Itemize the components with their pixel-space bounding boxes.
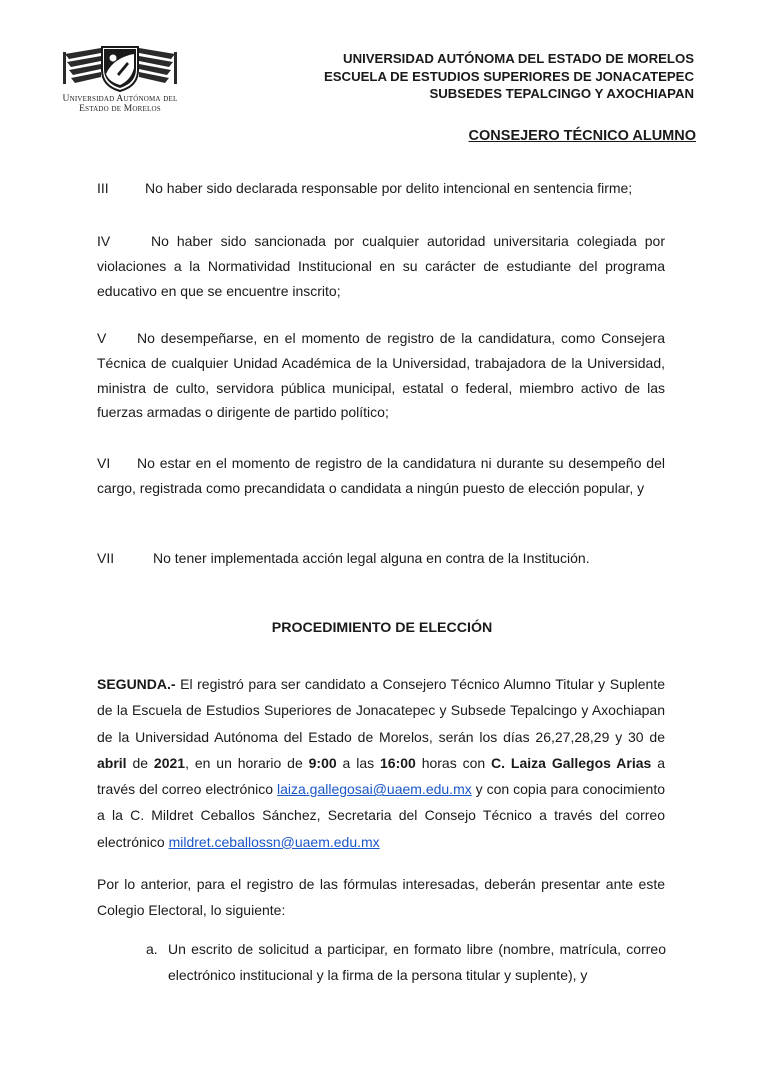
logo-caption-line1: Universidad Autónoma del [62,94,178,104]
requirement-item [97,229,665,303]
clause-label: SEGUNDA.- [97,676,176,692]
list-item-label: a. [146,941,158,957]
list-item [146,936,666,988]
segunda-text-5: horas con [415,754,492,771]
subsedes-name: SUBSEDES TEPALCINGO Y AXOCHIAPAN [429,86,694,101]
segunda-text-3: , en un horario de [185,754,309,771]
contact-person: C. Laiza Gallegos Arias [491,754,652,771]
requirement-number: IV [97,233,111,249]
end-time: 16:00 [380,754,416,771]
registration-year: 2021 [153,754,186,771]
university-logo [56,44,184,114]
requirement-number: III [97,180,109,196]
requirement-item [97,176,665,201]
segunda-text-4: a las [336,754,380,771]
logo-caption-line2: Estado de Morelos [79,104,161,114]
registration-paragraph: Por lo anterior, para el registro de las fórmulas interesadas, deberán presentar ante este Colegio Electoral, lo siguiente: [97,876,665,919]
registration-month: abril [97,754,127,771]
logo-caption [56,94,184,114]
segunda-text-6: a través del correo electrónico [97,754,665,798]
segunda-text-1: El registró para ser candidato a Consejero Técnico Alumno Titular y Suplente de la Escuela de Estudios Superiores de Jonacatepec y Subsede Tepalcingo y Axochiapan de la Universidad Autónoma del Estado de Morelos, serán los días 26,27,28,29 y 30 de [97,676,665,745]
school-name: ESCUELA DE ESTUDIOS SUPERIORES DE JONACATEPEC [323,68,694,84]
university-crest-icon [61,44,179,92]
requirement-text: No tener implementada acción legal alguna en contra de la Institución. [153,550,590,566]
requirement-item [97,326,665,425]
institution-header [324,50,694,103]
requirement-text: No desempeñarse, en el momento de registro de la candidatura, como Consejera Técnica de cualquier Unidad Académica de la Universidad, trabajadora de la Universidad, ministra de culto, servidora pública municipal, estatal o federal, miembro activo de las fuerzas armadas o dirigente de partido político; [97,330,665,421]
requirement-text: No haber sido declarada responsable por delito intencional en sentencia firme; [145,180,633,196]
requirement-number: VII [97,550,115,566]
institution-name: UNIVERSIDAD AUTÓNOMA DEL ESTADO DE MORELOS [343,51,694,66]
section-title: PROCEDIMIENTO DE ELECCIÓN [271,620,493,636]
requirement-text: No estar en el momento de registro de la candidatura ni durante su desempeño del cargo, registrada como precandidata o candidata a ningún puesto de elección popular, y [97,455,665,496]
requirement-text: No haber sido sancionada por cualquier autoridad universitaria colegiada por violaciones a la Normatividad Institucional en su carácter de estudiante del programa educativo en que se encuentre inscrito; [97,233,665,299]
start-time: 9:00 [308,754,337,771]
requirement-item [97,546,665,571]
requirement-item [97,451,665,501]
segunda-text-2: de [126,754,154,771]
email-link-laiza[interactable]: laiza.gallegosai@uaem.edu.mx [276,781,472,798]
requirement-number: V [97,330,107,346]
segunda-text-7: y con copia para conocimiento a la C. Mildret Ceballos Sánchez, Secretaria del Consejo Técnico a través del correo electrónico [97,781,665,850]
segunda-paragraph [97,671,665,855]
email-link-mildret[interactable]: mildret.ceballossn@uaem.edu.mx [168,833,380,850]
requirement-number: VI [97,455,111,471]
list-item-text: Un escrito de solicitud a participar, en formato libre (nombre, matrícula, correo electrónico institucional y la firma de la persona titular y suplente), y [168,941,666,983]
council-heading: CONSEJERO TÉCNICO ALUMNO [468,128,696,144]
